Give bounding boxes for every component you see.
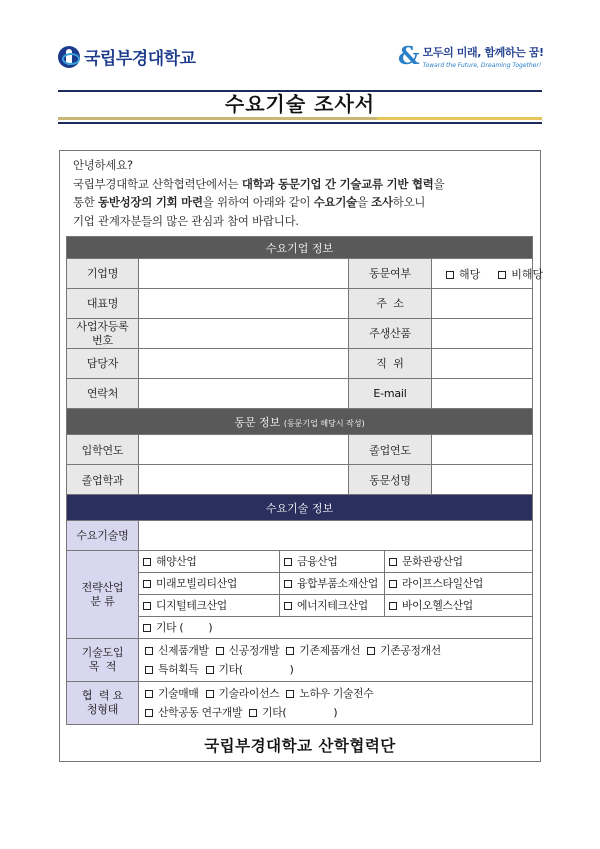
option-purpose-new-process[interactable]: 신공정개발: [216, 644, 280, 657]
checkbox-icon: [206, 690, 214, 698]
label-alumni-status: 동문여부: [349, 259, 432, 289]
checkbox-icon: [389, 602, 397, 610]
row-coop: [67, 682, 533, 725]
row-contact: [67, 379, 533, 409]
option-coop-tech-trade[interactable]: 기술매매: [145, 687, 199, 700]
option-alumni-yes[interactable]: 해당: [446, 268, 480, 281]
input-tech-name[interactable]: [139, 521, 533, 551]
checkbox-icon: [284, 580, 292, 588]
checkbox-icon: [143, 580, 151, 588]
section-tech-header: [67, 495, 533, 521]
option-industry-materials[interactable]: 융합부품소재산업: [280, 573, 385, 595]
footer-organization: 국립부경대학교 산학협력단: [204, 737, 396, 755]
checkbox-icon: [286, 647, 294, 655]
purpose-options: [139, 639, 533, 682]
option-industry-finance[interactable]: 금융산업: [280, 551, 385, 573]
input-department[interactable]: [139, 465, 349, 495]
label-purpose: 기술도입 목 적: [67, 639, 139, 682]
option-industry-marine[interactable]: 해양산업: [139, 551, 280, 573]
input-admission-year[interactable]: [139, 435, 349, 465]
option-purpose-patent[interactable]: 특허획득: [145, 663, 199, 676]
section-tech-title: 수요기술 정보: [67, 495, 533, 521]
row-department: [67, 465, 533, 495]
checkbox-icon: [216, 647, 224, 655]
title-accent-bar: [58, 117, 542, 120]
label-cooperation: 협 력 요청형태: [67, 682, 139, 725]
label-address: 주 소: [349, 289, 432, 319]
checkbox-icon: [446, 271, 454, 279]
checkbox-icon: [284, 602, 292, 610]
label-industry: 전략산업 분 류: [67, 551, 139, 639]
checkbox-icon: [367, 647, 375, 655]
input-company-name[interactable]: [139, 259, 349, 289]
label-ceo: 대표명: [67, 289, 139, 319]
university-logo: [58, 44, 195, 69]
label-main-product: 주생산품: [349, 319, 432, 349]
checkbox-icon: [143, 602, 151, 610]
checkbox-icon: [145, 690, 153, 698]
option-industry-bio-health[interactable]: 바이오헬스산업: [385, 595, 533, 617]
section-alumni-note: (동문기업 해당시 작성): [283, 418, 365, 428]
intro-paragraph: [73, 156, 531, 230]
option-coop-knowhow[interactable]: 노하우 기술전수: [286, 687, 373, 700]
intro-line-3: 통한 동반성장의 기회 마련을 위하여 아래와 같이 수요기술을 조사하오니: [73, 195, 426, 209]
row-bizno: [67, 319, 533, 349]
option-industry-other[interactable]: 기타 ( ): [139, 617, 533, 639]
section-company-header: [67, 237, 533, 259]
survey-form-table: [66, 236, 544, 725]
input-business-number[interactable]: [139, 319, 349, 349]
slogan-english: Toward the Future, Dreaming Together!: [422, 62, 542, 69]
option-industry-energy-tech[interactable]: 에너지테크산업: [280, 595, 385, 617]
option-coop-joint-rnd[interactable]: 산학공동 연구개발: [145, 706, 242, 719]
intro-line-4: 기업 관계자분들의 많은 관심과 참여 바랍니다.: [73, 213, 299, 228]
input-address[interactable]: [432, 289, 533, 319]
input-alumni-name[interactable]: [432, 465, 533, 495]
input-main-product[interactable]: [432, 319, 533, 349]
label-tech-name: 수요기술명: [67, 521, 139, 551]
intro-line-2: 국립부경대학교 산학협력단에서는 대학과 동문기업 간 기술교류 기반 협력을: [73, 176, 445, 191]
section-alumni-title: 동문 정보 (동문기업 해당시 작성): [67, 409, 533, 435]
title-band: [58, 90, 542, 124]
input-position[interactable]: [432, 349, 533, 379]
option-purpose-improve-product[interactable]: 기존제품개선: [286, 644, 360, 657]
cooperation-options: [139, 682, 533, 725]
option-coop-other[interactable]: 기타( ): [249, 706, 337, 719]
input-ceo[interactable]: [139, 289, 349, 319]
intro-greeting: 안녕하세요?: [73, 158, 133, 172]
input-graduation-year[interactable]: [432, 435, 533, 465]
option-alumni-no[interactable]: 비해당: [498, 268, 543, 281]
label-manager: 담당자: [67, 349, 139, 379]
slogan-text: 모두의 미래, 함께하는 꿈!: [422, 46, 544, 59]
checkbox-icon: [143, 624, 151, 632]
checkbox-icon: [284, 558, 292, 566]
slogan-logo: [398, 41, 544, 70]
label-graduation-year: 졸업연도: [349, 435, 432, 465]
option-industry-mobility[interactable]: 미래모빌리티산업: [139, 573, 280, 595]
option-industry-lifestyle[interactable]: 라이프스타일산업: [385, 573, 533, 595]
checkbox-icon: [145, 709, 153, 717]
row-purpose: [67, 639, 533, 682]
label-company-name: 기업명: [67, 259, 139, 289]
option-purpose-other[interactable]: 기타( ): [206, 663, 294, 676]
row-ceo: [67, 289, 533, 319]
checkbox-icon: [143, 558, 151, 566]
label-position: 직 위: [349, 349, 432, 379]
page-header: [0, 0, 600, 80]
ampersand-logo-icon: &: [398, 41, 420, 70]
label-contact: 연락처: [67, 379, 139, 409]
section-company-title: 수요기업 정보: [67, 237, 533, 259]
row-company-name: [67, 259, 533, 289]
row-manager: [67, 349, 533, 379]
input-contact[interactable]: [139, 379, 349, 409]
section-alumni-header: [67, 409, 533, 435]
university-emblem-icon: [58, 46, 80, 68]
checkbox-icon: [389, 580, 397, 588]
row-tech-name: [67, 521, 533, 551]
label-email: E-mail: [349, 379, 432, 409]
checkbox-icon: [145, 666, 153, 674]
row-admission: [67, 435, 533, 465]
input-manager[interactable]: [139, 349, 349, 379]
university-name: 국립부경대학교: [84, 49, 196, 69]
option-purpose-new-product[interactable]: 신제품개발: [145, 644, 209, 657]
option-industry-digital-tech[interactable]: 디지털테크산업: [139, 595, 280, 617]
alumni-status-options: [432, 259, 544, 289]
label-alumni-name: 동문성명: [349, 465, 432, 495]
checkbox-icon: [498, 271, 506, 279]
option-coop-license[interactable]: 기술라이선스: [206, 687, 280, 700]
label-business-number: 사업자등록 번호: [67, 319, 139, 349]
checkbox-icon: [389, 558, 397, 566]
option-industry-culture-tourism[interactable]: 문화관광산업: [385, 551, 533, 573]
checkbox-icon: [145, 647, 153, 655]
label-department: 졸업학과: [67, 465, 139, 495]
label-admission-year: 입학연도: [67, 435, 139, 465]
page-title: 수요기술 조사서: [224, 92, 376, 116]
title-bottom-rule: [58, 122, 542, 124]
checkbox-icon: [286, 690, 294, 698]
row-industry-1: [67, 551, 533, 573]
checkbox-icon: [206, 666, 214, 674]
input-email[interactable]: [432, 379, 533, 409]
option-purpose-improve-process[interactable]: 기존공정개선: [367, 644, 441, 657]
checkbox-icon: [249, 709, 257, 717]
